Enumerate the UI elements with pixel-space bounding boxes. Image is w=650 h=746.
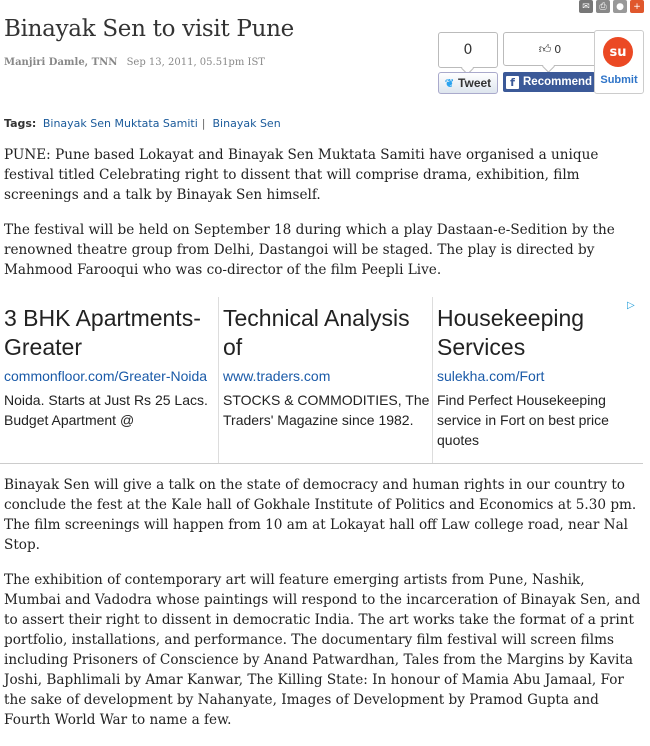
ad-url[interactable]: commonfloor.com/Greater-Noida xyxy=(4,368,208,384)
tags-label: Tags: xyxy=(4,117,37,130)
publish-date: Sep 13, 2011, 05.51pm IST xyxy=(126,57,265,68)
tweet-label: Tweet xyxy=(458,76,492,90)
article-paragraph: Binayak Sen will give a talk on the state of democracy and human rights in our country to conclude the fest at the Kale hall of Gokhale Institute of Politics and Economics at 5.30 pm. The film screenings will happen from 10 am at Lokayat hall off Law college road, near Nal Stop. xyxy=(4,477,637,553)
ad-title[interactable]: Technical Analysis of xyxy=(223,305,410,360)
recommend-count xyxy=(503,32,597,66)
stumbleupon-icon: su xyxy=(603,37,633,67)
thumbs-up-icon: 👍︎ xyxy=(538,41,552,56)
author: Manjiri Damle, TNN xyxy=(4,57,118,68)
ad-block xyxy=(0,297,643,464)
ad-url[interactable]: www.traders.com xyxy=(223,368,331,384)
article-title: Binayak Sen to visit Pune xyxy=(4,16,294,42)
ad-description: Find Perfect Housekeeping service in Fort on best price quotes xyxy=(437,392,609,448)
tag-link[interactable]: Binayak Sen xyxy=(212,117,281,130)
tweet-count: 0 xyxy=(438,32,498,68)
plus-icon[interactable]: + xyxy=(630,0,644,13)
share-icons xyxy=(579,0,644,13)
ad-unit[interactable] xyxy=(432,297,627,463)
stumbleupon-widget[interactable] xyxy=(594,30,644,94)
ad-title[interactable]: 3 BHK Apartments- Greater xyxy=(4,305,201,360)
ad-description: STOCKS & COMMODITIES, The Traders' Magazine since 1982. xyxy=(223,392,430,428)
stumbleupon-submit[interactable]: Submit xyxy=(600,74,638,86)
twitter-bird-icon: ❦ xyxy=(444,77,455,90)
ad-title[interactable]: Housekeeping Services xyxy=(437,305,585,360)
print-icon[interactable]: ⎙ xyxy=(596,0,610,13)
ad-url[interactable]: sulekha.com/Fort xyxy=(437,368,545,384)
ad-unit[interactable] xyxy=(4,297,213,463)
ad-description: Noida. Starts at Just Rs 25 Lacs. Budget Apartment @ xyxy=(4,392,208,428)
reddit-icon[interactable]: ● xyxy=(613,0,627,13)
byline xyxy=(4,57,265,68)
recommend-label: Recommend xyxy=(523,76,593,88)
article-paragraph: The exhibition of contemporary art will feature emerging artists from Pune, Nashik, Mumbai and Vadodra whose paintings will respond to the incarceration of Binayak Sen, and to assert their right to dissent in democratic India. The art works take the format of a print portfolio, installations, and performance. The documentary film festival will screen films including Prisoners of Conscience by Anand Patwardhan, Tales from the Margins by Kavita Joshi, Baphlimali by Amar Kanwar, The Killing State: In honour of Mamia Abu Jamaal, For the sake of development by Nahanyate, Images of Development by Pramod Gupta and Fourth World War to name a few. xyxy=(4,572,641,728)
tags-row: Tags: Binayak Sen Muktata Samiti | Binayak Sen xyxy=(4,117,281,130)
recommend-count-value: 0 xyxy=(554,42,562,56)
facebook-icon: f xyxy=(506,76,519,89)
article-paragraph: The festival will be held on September 18 during which a play Dastaan-e-Sedition by the renowned theatre group from Delhi, Dastangoi will be staged. The play is directed by Mahmood Farooqui who was co-director of the film Peepli Live. xyxy=(4,222,615,278)
tweet-button[interactable] xyxy=(438,72,498,94)
recommend-button[interactable] xyxy=(503,72,595,92)
article-paragraph: PUNE: Pune based Lokayat and Binayak Sen Muktata Samiti have organised a unique festival titled Celebrating right to dissent that will comprise drama, exhibition, film screenings and a talk by Binayak Sen himself. xyxy=(4,147,599,203)
ad-unit[interactable] xyxy=(218,297,433,463)
adchoices-icon[interactable]: ▷ xyxy=(627,300,635,311)
mail-icon[interactable]: ✉ xyxy=(579,0,593,13)
tag-link[interactable]: Binayak Sen Muktata Samiti xyxy=(42,117,198,130)
